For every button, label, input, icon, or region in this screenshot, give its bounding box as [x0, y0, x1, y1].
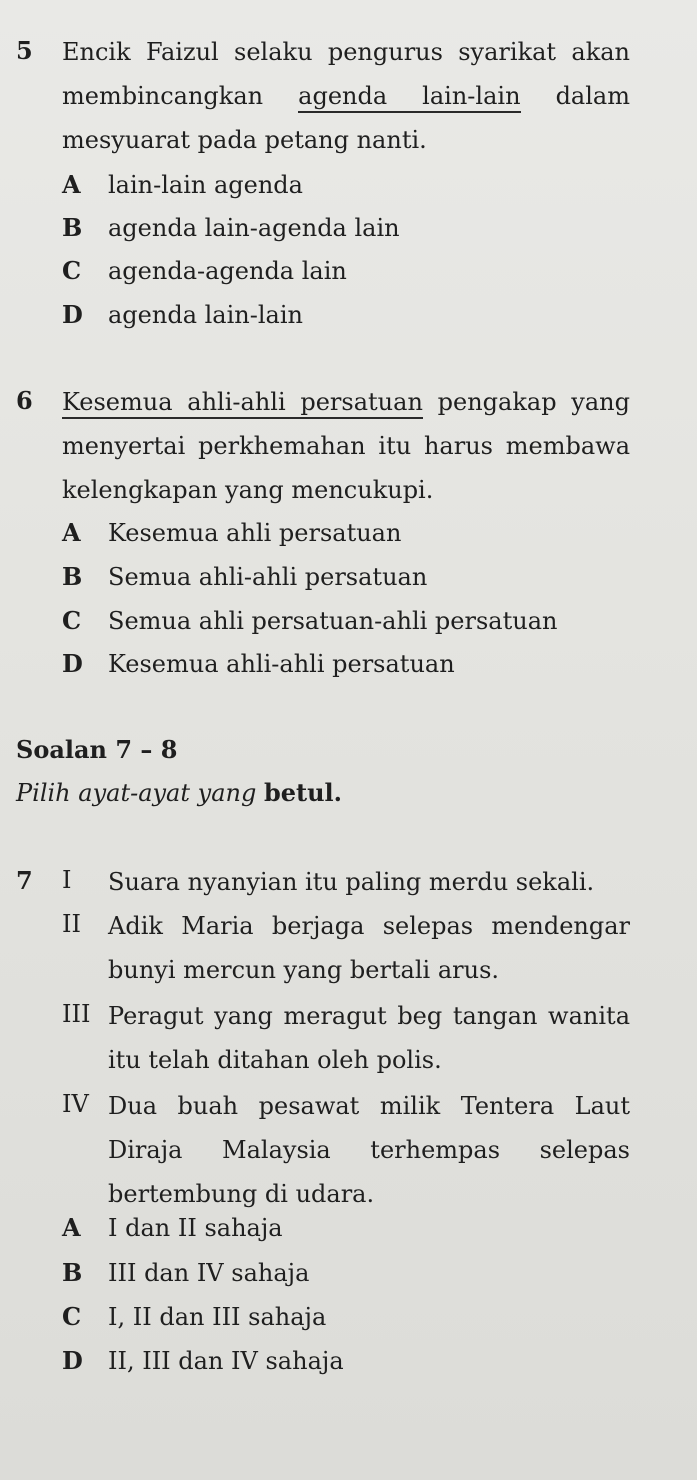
option-letter: B [62, 1258, 83, 1287]
option-text: lain-lain agenda [108, 171, 303, 199]
question-6-number: 6 [16, 386, 33, 415]
question-5-option-a[interactable] [62, 170, 303, 199]
question-6-underlined-phrase: Kesemua ahli-ahli persatuan [62, 388, 423, 419]
option-letter: D [62, 300, 83, 329]
question-5-stem-before: Encik Faizul selaku pengurus syarikat akan membincangkan [62, 38, 630, 110]
statement-roman-numeral: III [62, 1000, 91, 1028]
option-letter: A [62, 170, 81, 199]
question-7-option-b[interactable] [62, 1258, 309, 1287]
option-text: III dan IV sahaja [108, 1259, 310, 1287]
section-heading: Soalan 7 – 8 [16, 735, 178, 764]
question-7-option-c[interactable] [62, 1302, 326, 1331]
option-letter: D [62, 649, 83, 678]
statement-text: Peragut yang meragut beg tangan wanita itu telah ditahan oleh polis. [108, 1002, 630, 1074]
question-7-number: 7 [16, 866, 33, 895]
option-text: Kesemua ahli persatuan [108, 519, 402, 547]
question-5-stem [62, 30, 630, 162]
statement-roman-numeral: IV [62, 1090, 89, 1118]
option-letter: D [62, 1346, 83, 1375]
option-text: I, II dan III sahaja [108, 1303, 327, 1331]
statement-text: Adik Maria berjaga selepas mendengar bunyi mercun yang bertali arus. [108, 912, 630, 984]
option-text: Semua ahli persatuan-ahli persatuan [108, 607, 558, 635]
question-6-stem [62, 380, 630, 512]
statement-roman-numeral: II [62, 910, 81, 938]
question-5-number: 5 [16, 36, 33, 65]
section-instruction [16, 778, 342, 807]
instruction-italic-text: Pilih ayat-ayat yang [16, 779, 264, 807]
option-letter: B [62, 562, 83, 591]
question-6-option-a[interactable] [62, 518, 401, 547]
question-5-option-d[interactable] [62, 300, 303, 329]
question-7-option-d[interactable] [62, 1346, 344, 1375]
option-letter: C [62, 606, 82, 635]
statement-text: Dua buah pesawat milik Tentera Laut Diraja Malaysia terhempas selepas bertembung di udara. [108, 1092, 630, 1208]
question-7-option-a[interactable] [62, 1213, 283, 1242]
option-letter: C [62, 256, 82, 285]
option-letter: B [62, 213, 83, 242]
question-5-stem-after: dalam mesyuarat pada petang nanti. [62, 82, 630, 154]
option-text: I dan II sahaja [108, 1214, 283, 1242]
option-letter: C [62, 1302, 82, 1331]
question-6-option-b[interactable] [62, 562, 427, 591]
statement-roman-numeral: I [62, 866, 72, 894]
option-letter: A [62, 518, 81, 547]
option-letter: A [62, 1213, 81, 1242]
option-text: agenda lain-lain [108, 301, 303, 329]
option-text: agenda lain-agenda lain [108, 214, 400, 242]
option-text: II, III dan IV sahaja [108, 1347, 344, 1375]
option-text: agenda-agenda lain [108, 257, 347, 285]
question-6-option-d[interactable] [62, 649, 455, 678]
option-text: Semua ahli-ahli persatuan [108, 563, 428, 591]
instruction-bold-text: betul. [263, 778, 343, 807]
question-6-option-c[interactable] [62, 606, 557, 635]
option-text: Kesemua ahli-ahli persatuan [108, 650, 455, 678]
question-6-stem-after: pengakap yang menyertai perkhemahan itu harus membawa kelengkapan yang mencukupi. [62, 388, 630, 504]
statement-text: Suara nyanyian itu paling merdu sekali. [108, 868, 595, 896]
question-5-option-c[interactable] [62, 256, 347, 285]
question-5-option-b[interactable] [62, 213, 400, 242]
question-5-underlined-phrase: agenda lain-lain [298, 82, 520, 113]
